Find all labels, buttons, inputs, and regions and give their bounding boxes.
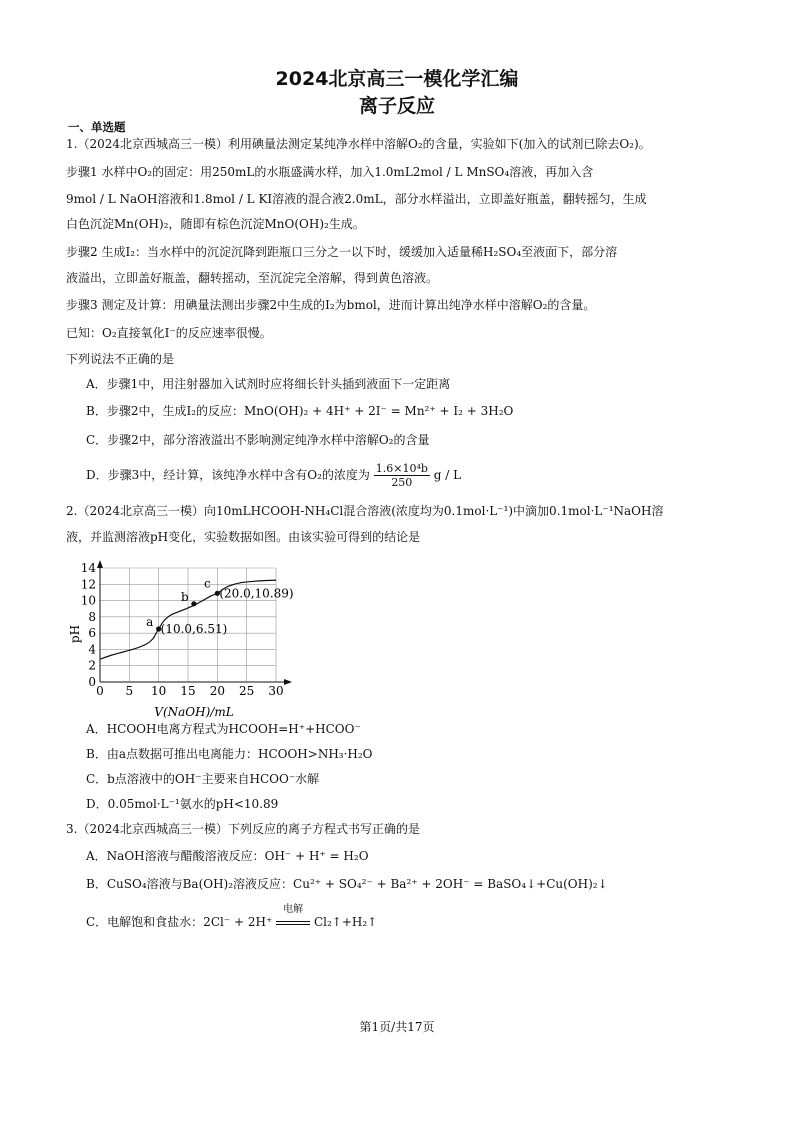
x-axis-arrow-icon [284,679,292,685]
y-tick-label: 8 [88,609,96,624]
ph-titration-chart [62,560,302,720]
q3-stem: 3.（2024北京西城高三一模）下列反应的离子方程式书写正确的是 [66,822,420,836]
q2-stem-line1: 2.（2024北京高三一模）向10mLHCOOH-NH₄Cl混合溶液(浓度均为0.1mol·L⁻¹)中滴加0.1mol·L⁻¹NaOH溶 [66,504,664,518]
point-label-a: a [146,614,154,629]
q1-option-b: B．步骤2中，生成I₂的反应：MnO(OH)₂ + 4H⁺ + 2I⁻ = Mn²⁺ + I₂ + 3H₂O [86,404,514,418]
y-tick-label: 10 [80,593,96,608]
q1-option-d-text: D．步骤3中，经计算，该纯净水样中含有O₂的浓度为 [86,468,370,482]
x-tick-label: 25 [239,684,255,698]
electrolysis-condition: 电解 [283,904,304,915]
q3-option-a: A．NaOH溶液与醋酸溶液反应：OH⁻ + H⁺ = H₂O [86,849,369,863]
x-tick-label: 0 [96,684,104,698]
y-tick-label: 12 [80,577,96,592]
q2-option-d: D．0.05mol·L⁻¹氨水的pH<10.89 [86,797,279,811]
page-footer: 第1页/共17页 [359,1020,435,1034]
q2-option-b: B．由a点数据可推出电离能力：HCOOH>NH₃·H₂O [86,747,373,761]
q2-stem-line2: 液，并监测溶液pH变化，实验数据如图。由该实验可得到的结论是 [66,530,421,544]
q1-step1-line3: 白色沉淀Mn(OH)₂，随即有棕色沉淀MnO(OH)₂生成。 [66,217,365,231]
page-subtitle: 离子反应 [358,95,435,117]
point-annotation-c: (20.0,10.89) [219,586,294,601]
q3-option-c-text: C．电解饱和食盐水：2Cl⁻ + 2H⁺ [86,915,273,929]
q1-step2-line2: 液溢出，立即盖好瓶盖，翻转摇动，至沉淀完全溶解，得到黄色溶液。 [66,271,439,285]
y-tick-label: 6 [88,626,96,641]
point-label-b: b [181,589,189,604]
q3-option-c [86,904,378,930]
x-tick-label: 10 [151,684,167,698]
electrolysis-arrow [276,904,310,930]
data-point-b [191,601,196,606]
q1-option-a: A．步骤1中，用注射器加入试剂时应将细长针头插到液面下一定距离 [86,377,451,391]
page-title: 2024北京高三一模化学汇编 [275,68,519,90]
chart-points [146,576,293,636]
y-tick-label: 4 [88,642,96,657]
q1-ask: 下列说法不正确的是 [66,352,175,366]
double-line-icon [276,921,310,925]
q3-option-c-products: Cl₂↑+H₂↑ [313,915,378,929]
point-annotation-a: (10.0,6.51) [160,621,228,636]
q2-option-c: C．b点溶液中的OH⁻主要来自HCOO⁻水解 [86,772,320,786]
q2-option-a: A．HCOOH电离方程式为HCOOH=H⁺+HCOO⁻ [86,722,361,736]
fraction-numerator: 1.6×10⁴b [375,462,428,475]
q1-step1-line1: 步骤1 水样中O₂的固定：用250mL的水瓶盛满水样，加入1.0mL2mol / L MnSO₄溶液，再加入含 [66,165,594,179]
q1-option-c: C．步骤2中，部分溶液溢出不影响测定纯净水样中溶解O₂的含量 [86,433,430,447]
q1-step3: 步骤3 测定及计算：用碘量法测出步骤2中生成的I₂为bmol，进而计算出纯净水样中溶解O₂的含量。 [66,298,596,312]
q1-known: 已知：O₂直接氧化I⁻的反应速率很慢。 [66,326,272,340]
q1-option-d-fraction [374,462,430,489]
q1-stem: 1.（2024北京西城高三一模）利用碘量法测定某纯净水样中溶解O₂的含量，实验如下(加入的试剂已除去O₂)。 [66,137,651,151]
chart-x-axis-label: V(NaOH)/mL [154,705,234,719]
q1-option-d-unit: g / L [433,468,462,482]
q3-option-b: B．CuSO₄溶液与Ba(OH)₂溶液反应：Cu²⁺ + SO₄²⁻ + Ba²⁺ + 2OH⁻ = BaSO₄↓+Cu(OH)₂↓ [86,877,608,891]
point-label-c: c [203,576,211,591]
q1-step1-line2: 9mol / L NaOH溶液和1.8mol / L KI溶液的混合液2.0mL，部分水样溢出，立即盖好瓶盖，翻转摇匀，生成 [66,192,647,206]
y-axis-arrow-icon [97,560,103,568]
chart-y-axis-label: pH [68,624,82,644]
x-tick-label: 30 [268,684,284,698]
x-tick-label: 15 [180,684,196,698]
q1-step2-line1: 步骤2 生成I₂：当水样中的沉淀沉降到距瓶口三分之一以下时，缓缓加入适量稀H₂SO₄至液面下，部分溶 [66,245,618,259]
q1-option-d [86,462,461,489]
y-tick-label: 2 [88,658,96,673]
y-tick-label: 14 [80,561,96,575]
x-tick-label: 5 [125,684,134,698]
x-tick-label: 20 [209,684,225,698]
y-tick-label: 0 [88,675,96,689]
fraction-denominator: 250 [391,476,413,489]
section-heading: 一、单选题 [68,120,126,134]
